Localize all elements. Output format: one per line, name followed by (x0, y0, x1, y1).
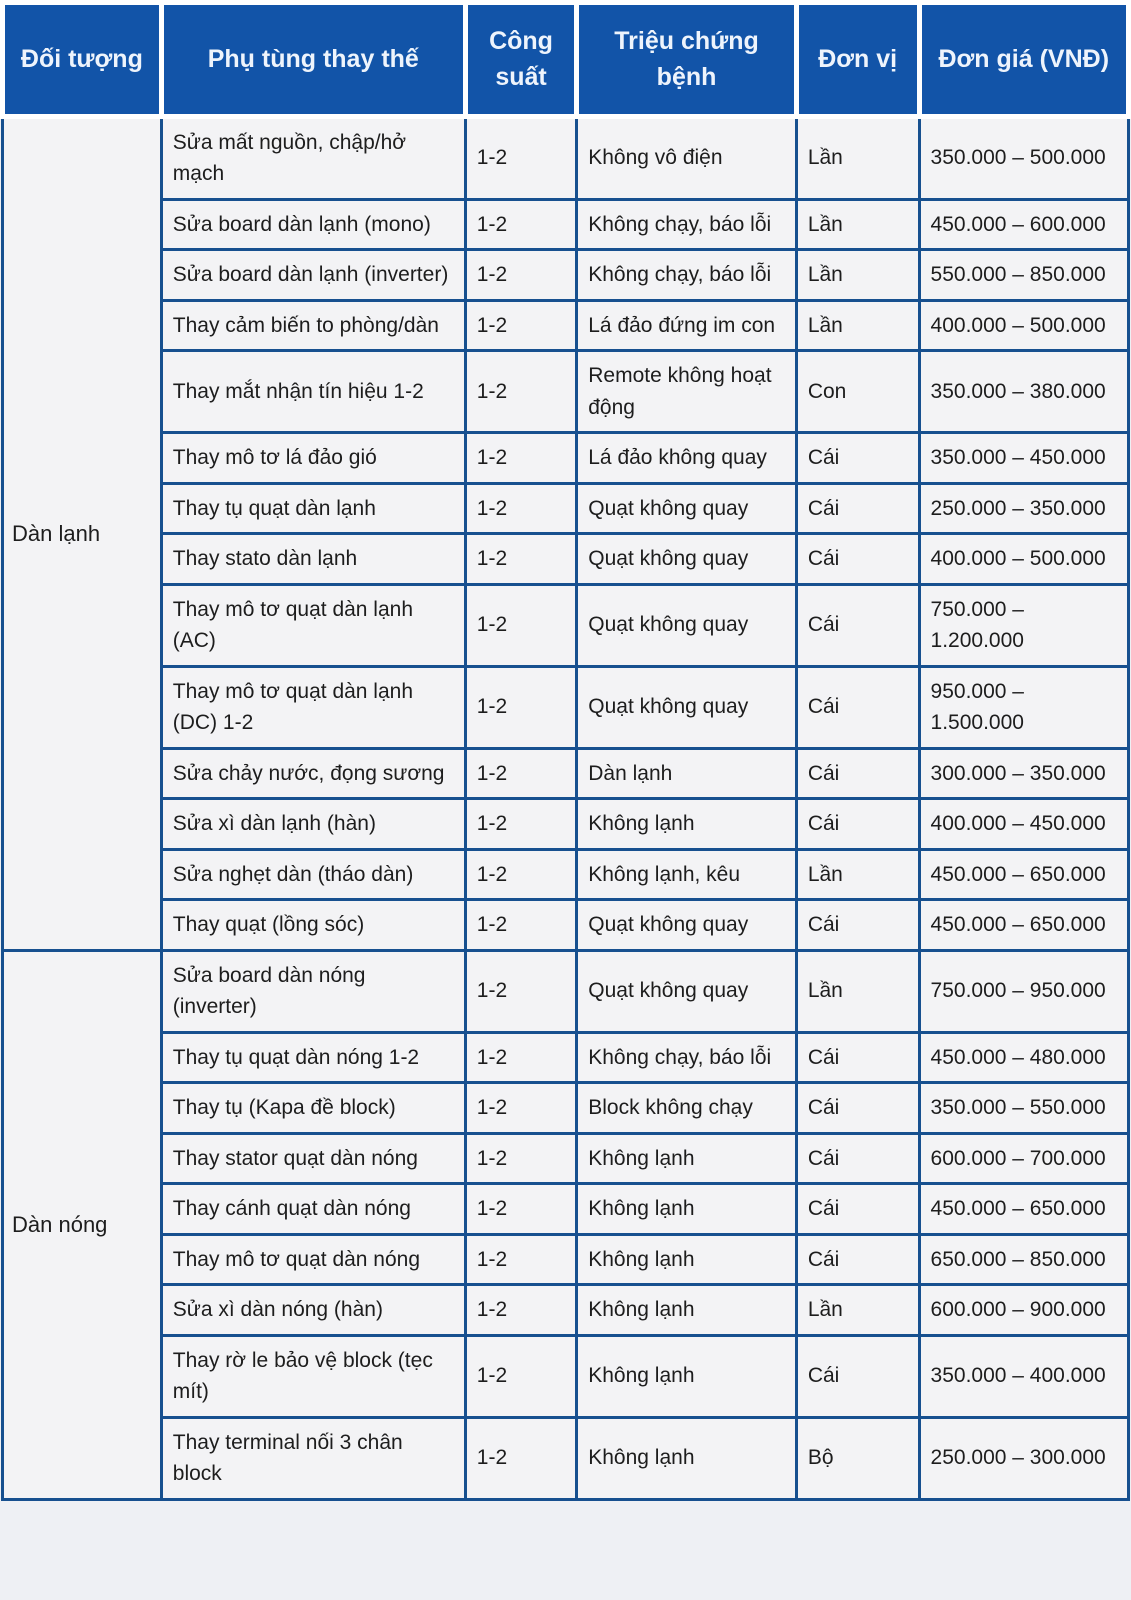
symptom-cell: Không lạnh (577, 1417, 797, 1499)
part-name-cell: Thay quạt (lồng sóc) (161, 900, 465, 951)
unit-cell: Lần (796, 116, 919, 199)
table-row (3, 300, 1129, 351)
symptom-cell: Quạt không quay (577, 534, 797, 585)
unit-cell: Cái (796, 483, 919, 534)
capacity-cell: 1-2 (465, 900, 576, 951)
price-cell: 400.000 – 500.000 (919, 534, 1128, 585)
unit-cell: Cái (796, 799, 919, 850)
symptom-cell: Không lạnh (577, 1285, 797, 1336)
price-cell: 400.000 – 450.000 (919, 799, 1128, 850)
price-cell: 450.000 – 480.000 (919, 1032, 1128, 1083)
symptom-cell: Quạt không quay (577, 584, 797, 666)
symptom-cell: Block không chạy (577, 1083, 797, 1134)
symptom-cell: Quạt không quay (577, 950, 797, 1032)
header-row (3, 3, 1129, 117)
table-row (3, 849, 1129, 900)
symptom-cell: Không lạnh, kêu (577, 849, 797, 900)
capacity-cell: 1-2 (465, 534, 576, 585)
capacity-cell: 1-2 (465, 950, 576, 1032)
table-row (3, 1083, 1129, 1134)
part-name-cell: Thay tụ quạt dàn nóng 1-2 (161, 1032, 465, 1083)
unit-cell: Cái (796, 1335, 919, 1417)
unit-cell: Lần (796, 849, 919, 900)
col-header-price: Đơn giá (VNĐ) (919, 3, 1128, 117)
part-name-cell: Thay stator quạt dàn nóng (161, 1133, 465, 1184)
unit-cell: Cái (796, 748, 919, 799)
col-header-capacity: Công suất (465, 3, 576, 117)
col-header-target: Đối tượng (3, 3, 162, 117)
symptom-cell: Không lạnh (577, 1234, 797, 1285)
capacity-cell: 1-2 (465, 849, 576, 900)
unit-cell: Cái (796, 1234, 919, 1285)
table-row (3, 1335, 1129, 1417)
table-row (3, 666, 1129, 748)
capacity-cell: 1-2 (465, 250, 576, 301)
symptom-cell: Không lạnh (577, 799, 797, 850)
table-row (3, 1285, 1129, 1336)
capacity-cell: 1-2 (465, 1032, 576, 1083)
capacity-cell: 1-2 (465, 483, 576, 534)
unit-cell: Lần (796, 1285, 919, 1336)
price-cell: 350.000 – 500.000 (919, 116, 1128, 199)
capacity-cell: 1-2 (465, 351, 576, 433)
col-header-unit: Đơn vị (796, 3, 919, 117)
table-row (3, 1032, 1129, 1083)
unit-cell: Cái (796, 534, 919, 585)
symptom-cell: Lá đảo không quay (577, 433, 797, 484)
table-row (3, 748, 1129, 799)
capacity-cell: 1-2 (465, 1335, 576, 1417)
price-cell: 600.000 – 900.000 (919, 1285, 1128, 1336)
capacity-cell: 1-2 (465, 1285, 576, 1336)
table-row (3, 483, 1129, 534)
table-body (3, 116, 1129, 1499)
part-name-cell: Thay stato dàn lạnh (161, 534, 465, 585)
table-row (3, 900, 1129, 951)
price-cell: 250.000 – 300.000 (919, 1417, 1128, 1499)
part-name-cell: Sửa board dàn lạnh (inverter) (161, 250, 465, 301)
table-row (3, 1133, 1129, 1184)
col-header-symptom: Triệu chứng bệnh (577, 3, 797, 117)
part-name-cell: Thay mô tơ quạt dàn lạnh (AC) (161, 584, 465, 666)
part-name-cell: Sửa board dàn nóng (inverter) (161, 950, 465, 1032)
symptom-cell: Quạt không quay (577, 666, 797, 748)
capacity-cell: 1-2 (465, 1417, 576, 1499)
symptom-cell: Remote không hoạt động (577, 351, 797, 433)
unit-cell: Con (796, 351, 919, 433)
unit-cell: Cái (796, 1032, 919, 1083)
price-cell: 600.000 – 700.000 (919, 1133, 1128, 1184)
capacity-cell: 1-2 (465, 1234, 576, 1285)
symptom-cell: Dàn lạnh (577, 748, 797, 799)
unit-cell: Bộ (796, 1417, 919, 1499)
table-row (3, 433, 1129, 484)
part-name-cell: Thay mô tơ quạt dàn nóng (161, 1234, 465, 1285)
unit-cell: Lần (796, 300, 919, 351)
table-row (3, 799, 1129, 850)
symptom-cell: Không chạy, báo lỗi (577, 250, 797, 301)
part-name-cell: Thay mô tơ lá đảo gió (161, 433, 465, 484)
table-row (3, 950, 1129, 1032)
part-name-cell: Thay cảm biến to phòng/dàn (161, 300, 465, 351)
symptom-cell: Không chạy, báo lỗi (577, 1032, 797, 1083)
unit-cell: Cái (796, 584, 919, 666)
price-cell: 350.000 – 400.000 (919, 1335, 1128, 1417)
unit-cell: Cái (796, 666, 919, 748)
symptom-cell: Quạt không quay (577, 483, 797, 534)
part-name-cell: Sửa nghẹt dàn (tháo dàn) (161, 849, 465, 900)
capacity-cell: 1-2 (465, 199, 576, 250)
price-cell: 450.000 – 650.000 (919, 849, 1128, 900)
price-cell: 450.000 – 600.000 (919, 199, 1128, 250)
symptom-cell: Không chạy, báo lỗi (577, 199, 797, 250)
unit-cell: Cái (796, 433, 919, 484)
part-name-cell: Thay tụ quạt dàn lạnh (161, 483, 465, 534)
table-row (3, 351, 1129, 433)
unit-cell: Cái (796, 1133, 919, 1184)
part-name-cell: Thay rờ le bảo vệ block (tẹc mít) (161, 1335, 465, 1417)
symptom-cell: Lá đảo đứng im con (577, 300, 797, 351)
price-cell: 650.000 – 850.000 (919, 1234, 1128, 1285)
unit-cell: Lần (796, 950, 919, 1032)
price-cell: 400.000 – 500.000 (919, 300, 1128, 351)
capacity-cell: 1-2 (465, 116, 576, 199)
part-name-cell: Thay cánh quạt dàn nóng (161, 1184, 465, 1235)
symptom-cell: Không lạnh (577, 1184, 797, 1235)
price-cell: 750.000 – 950.000 (919, 950, 1128, 1032)
table-row (3, 116, 1129, 199)
price-cell: 250.000 – 350.000 (919, 483, 1128, 534)
table-row (3, 1234, 1129, 1285)
capacity-cell: 1-2 (465, 1184, 576, 1235)
unit-cell: Lần (796, 250, 919, 301)
price-cell: 450.000 – 650.000 (919, 1184, 1128, 1235)
part-name-cell: Sửa mất nguồn, chập/hở mạch (161, 116, 465, 199)
price-cell: 300.000 – 350.000 (919, 748, 1128, 799)
part-name-cell: Thay terminal nối 3 chân block (161, 1417, 465, 1499)
part-name-cell: Sửa chảy nước, đọng sương (161, 748, 465, 799)
table-row (3, 199, 1129, 250)
capacity-cell: 1-2 (465, 1083, 576, 1134)
price-cell: 350.000 – 550.000 (919, 1083, 1128, 1134)
part-name-cell: Sửa xì dàn lạnh (hàn) (161, 799, 465, 850)
part-name-cell: Sửa xì dàn nóng (hàn) (161, 1285, 465, 1336)
col-header-part: Phụ tùng thay thế (161, 3, 465, 117)
price-cell: 350.000 – 450.000 (919, 433, 1128, 484)
capacity-cell: 1-2 (465, 666, 576, 748)
unit-cell: Cái (796, 1184, 919, 1235)
part-name-cell: Sửa board dàn lạnh (mono) (161, 199, 465, 250)
group-label: Dàn nóng (3, 950, 162, 1499)
capacity-cell: 1-2 (465, 584, 576, 666)
price-cell: 950.000 – 1.500.000 (919, 666, 1128, 748)
table-row (3, 584, 1129, 666)
capacity-cell: 1-2 (465, 748, 576, 799)
capacity-cell: 1-2 (465, 300, 576, 351)
part-name-cell: Thay mô tơ quạt dàn lạnh (DC) 1-2 (161, 666, 465, 748)
table-row (3, 1417, 1129, 1499)
table-row (3, 1184, 1129, 1235)
table-header (3, 3, 1129, 117)
symptom-cell: Không lạnh (577, 1335, 797, 1417)
price-cell: 450.000 – 650.000 (919, 900, 1128, 951)
unit-cell: Cái (796, 1083, 919, 1134)
part-name-cell: Thay tụ (Kapa đề block) (161, 1083, 465, 1134)
group-label: Dàn lạnh (3, 116, 162, 950)
price-cell: 350.000 – 380.000 (919, 351, 1128, 433)
unit-cell: Lần (796, 199, 919, 250)
price-cell: 750.000 – 1.200.000 (919, 584, 1128, 666)
capacity-cell: 1-2 (465, 433, 576, 484)
price-cell: 550.000 – 850.000 (919, 250, 1128, 301)
symptom-cell: Không vô điện (577, 116, 797, 199)
table-row (3, 534, 1129, 585)
table-row (3, 250, 1129, 301)
capacity-cell: 1-2 (465, 799, 576, 850)
symptom-cell: Không lạnh (577, 1133, 797, 1184)
symptom-cell: Quạt không quay (577, 900, 797, 951)
part-name-cell: Thay mắt nhận tín hiệu 1-2 (161, 351, 465, 433)
capacity-cell: 1-2 (465, 1133, 576, 1184)
unit-cell: Cái (796, 900, 919, 951)
